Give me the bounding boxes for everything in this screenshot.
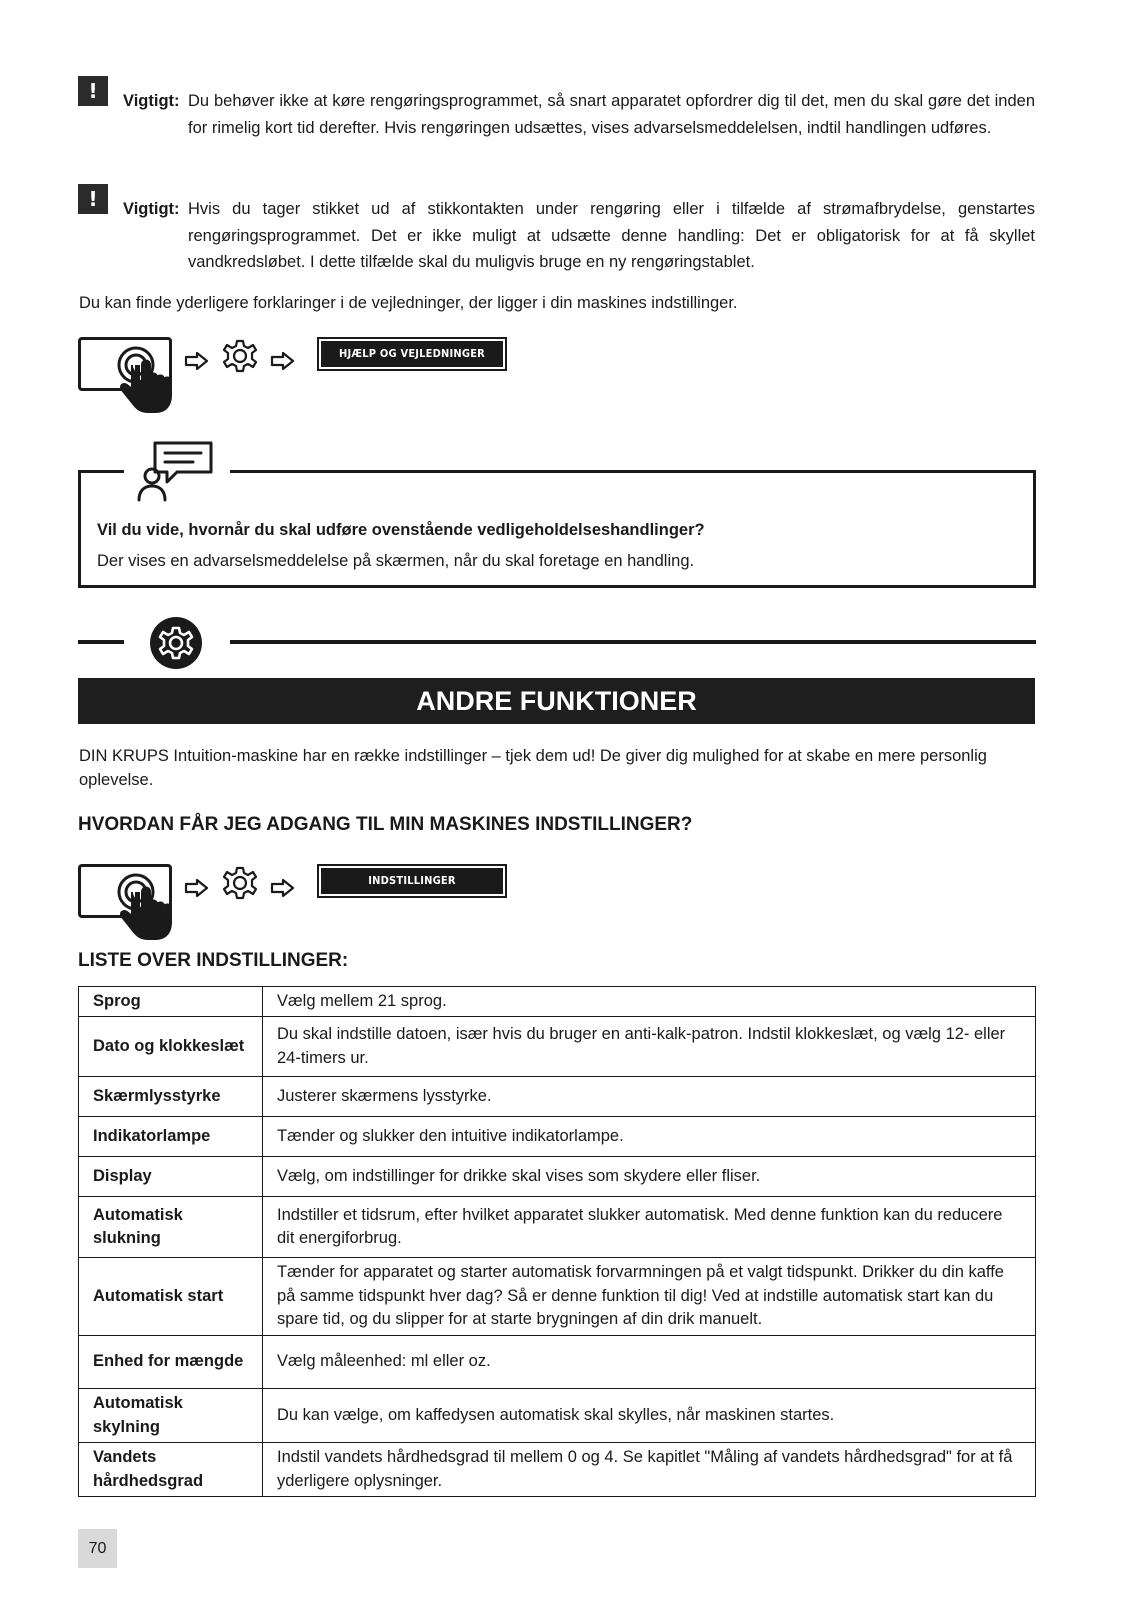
gear-icon	[149, 616, 203, 670]
setting-desc: Vælg, om indstillinger for drikke skal vises som skydere eller fliser.	[263, 1157, 1036, 1197]
gear-icon	[222, 865, 258, 901]
setting-name: Dato og klokkeslæt	[79, 1017, 263, 1077]
settings-navigation-path	[78, 864, 518, 940]
setting-name: Enhed for mængde	[79, 1336, 263, 1389]
arrow-right-icon	[184, 351, 210, 371]
setting-desc: Tænder og slukker den intuitive indikatorlampe.	[263, 1117, 1036, 1157]
setting-name: Sprog	[79, 987, 263, 1017]
important-note-1	[123, 88, 1035, 141]
table-row	[79, 1336, 1036, 1389]
access-heading: HVORDAN FÅR JEG ADGANG TIL MIN MASKINES INDSTILLINGER?	[78, 814, 693, 835]
settings-table	[78, 986, 1036, 1497]
table-row	[79, 1117, 1036, 1157]
exclamation-icon: !	[78, 76, 108, 106]
arrow-right-icon	[270, 878, 296, 898]
table-row	[79, 987, 1036, 1017]
note-label: Vigtigt:	[123, 92, 180, 110]
page-number: 70	[78, 1529, 117, 1568]
setting-desc: Du kan vælge, om kaffedysen automatisk skal skylles, når maskinen startes.	[263, 1389, 1036, 1443]
important-note-2	[123, 196, 1035, 276]
setting-name: Display	[79, 1157, 263, 1197]
setting-desc: Indstil vandets hårdhedsgrad til mellem 0 og 4. Se kapitlet "Måling af vandets hårdhedsgrad" for at få yderligere oplysninger.	[263, 1443, 1036, 1497]
help-guides-label: HJÆLP OG VEJLEDNINGER	[317, 337, 507, 371]
touch-hand-icon	[112, 872, 180, 942]
table-row	[79, 1157, 1036, 1197]
setting-desc: Indstiller et tidsrum, efter hvilket apparatet slukker automatisk. Med denne funktion kan du reducere dit energiforbrug.	[263, 1197, 1036, 1258]
setting-name: Automatisk start	[79, 1258, 263, 1336]
note-label: Vigtigt:	[123, 200, 180, 218]
table-row	[79, 1443, 1036, 1497]
divider-right	[230, 640, 1036, 644]
divider-left	[78, 640, 124, 644]
info-answer: Der vises en advarselsmeddelelse på skærmen, når du skal foretage en handling.	[97, 552, 695, 570]
setting-desc: Vælg mellem 21 sprog.	[263, 987, 1036, 1017]
setting-desc: Tænder for apparatet og starter automatisk forvarmningen på et valgt tidspunkt. Drikker du din kaffe på samme tidspunkt hver dag? Så er denne funktion til dig! Ved at indstille automatisk start kan du spare tid, og du slipper for at starte brygningen af din drik manuelt.	[263, 1258, 1036, 1336]
table-row	[79, 1077, 1036, 1117]
settings-label: INDSTILLINGER	[317, 864, 507, 898]
section-title: ANDRE FUNKTIONER	[78, 678, 1035, 724]
table-row	[79, 1017, 1036, 1077]
setting-name: Indikatorlampe	[79, 1117, 263, 1157]
arrow-right-icon	[184, 878, 210, 898]
table-row	[79, 1389, 1036, 1443]
table-row	[79, 1258, 1036, 1336]
help-intro: Du kan finde yderligere forklaringer i de vejledninger, der ligger i din maskines indstillinger.	[79, 294, 738, 312]
gear-icon	[222, 338, 258, 374]
touch-hand-icon	[112, 345, 180, 415]
setting-name: Automatisk skylning	[79, 1389, 263, 1443]
list-heading: LISTE OVER INDSTILLINGER:	[78, 950, 349, 971]
info-question: Vil du vide, hvornår du skal udføre ovenstående vedligeholdelseshandlinger?	[97, 521, 705, 539]
note-text: Hvis du tager stikket ud af stikkontakten under rengøring eller i tilfælde af strømafbrydelse, genstartes rengøringsprogrammet. Det er ikke muligt at udsætte denne handling: Det er obligatorisk for at få skyllet vandkredsløbet. I dette tilfælde skal du muligvis bruge en ny rengøringstablet.	[188, 200, 1035, 271]
chat-person-icon	[137, 440, 217, 502]
help-navigation-path	[78, 337, 518, 413]
setting-desc: Vælg måleenhed: ml eller oz.	[263, 1336, 1036, 1389]
setting-desc: Justerer skærmens lysstyrke.	[263, 1077, 1036, 1117]
exclamation-icon: !	[78, 184, 108, 214]
table-row	[79, 1197, 1036, 1258]
setting-name: Vandets hårdhedsgrad	[79, 1443, 263, 1497]
setting-name: Skærmlysstyrke	[79, 1077, 263, 1117]
note-text: Du behøver ikke at køre rengøringsprogrammet, så snart apparatet opfordrer dig til det, men du skal gøre det inden for rimelig kort tid derefter. Hvis rengøringen udsættes, vises advarselsmeddelelsen, indtil handlingen udføres.	[188, 92, 1035, 137]
section-intro: DIN KRUPS Intuition-maskine har en række indstillinger – tjek dem ud! De giver dig mulighed for at skabe en mere personlig oplevelse.	[79, 747, 987, 789]
setting-name: Automatisk slukning	[79, 1197, 263, 1258]
setting-desc: Du skal indstille datoen, især hvis du bruger en anti-kalk-patron. Indstil klokkeslæt, og vælg 12- eller 24-timers ur.	[263, 1017, 1036, 1077]
arrow-right-icon	[270, 351, 296, 371]
